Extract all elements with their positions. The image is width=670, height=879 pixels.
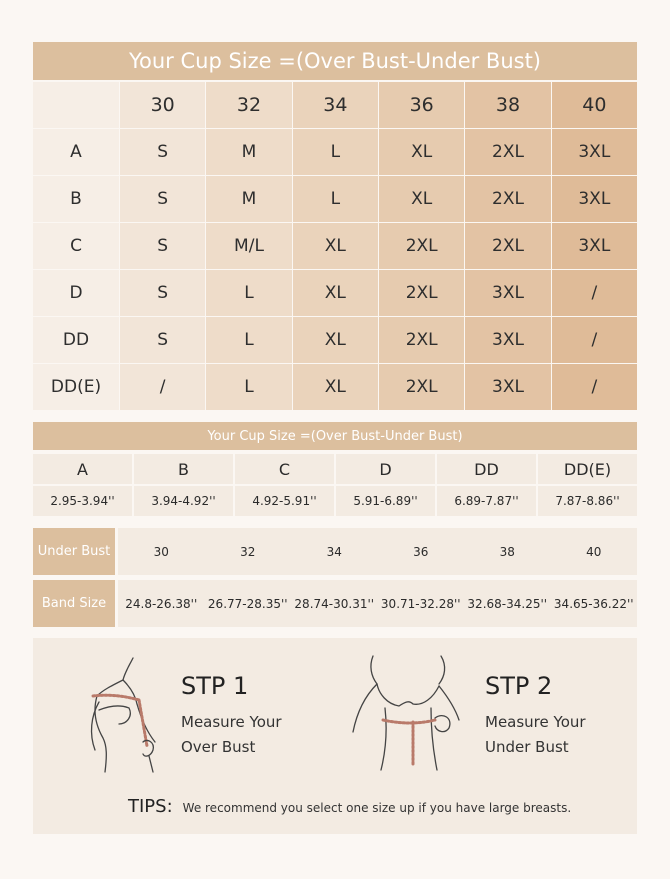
tips-label: TIPS: bbox=[128, 796, 173, 817]
cup-ranges-row bbox=[33, 486, 637, 516]
size-cell: XL bbox=[293, 223, 378, 269]
band-header-cell: 34 bbox=[293, 82, 378, 128]
size-cell: / bbox=[552, 364, 637, 410]
size-cell: L bbox=[206, 270, 291, 316]
cup-label-cell: DD bbox=[33, 317, 119, 363]
size-cell: XL bbox=[379, 129, 464, 175]
under-bust-label: Under Bust bbox=[33, 528, 115, 575]
size-chart-grid bbox=[33, 82, 637, 410]
cup-range: 2.95-3.94'' bbox=[33, 486, 132, 516]
band-size-value: 24.8-26.38'' bbox=[125, 596, 198, 611]
size-cell: L bbox=[206, 364, 291, 410]
size-cell: / bbox=[552, 317, 637, 363]
cup-label-cell: B bbox=[33, 176, 119, 222]
size-cell: S bbox=[120, 317, 205, 363]
band-header-cell: 36 bbox=[379, 82, 464, 128]
band-header-cell: 32 bbox=[206, 82, 291, 128]
size-cell: 2XL bbox=[379, 223, 464, 269]
cup-range: 5.91-6.89'' bbox=[336, 486, 435, 516]
band-header-cell: 38 bbox=[465, 82, 550, 128]
size-cell: M bbox=[206, 176, 291, 222]
cup-label-cell: A bbox=[33, 129, 119, 175]
band-size-value: 30.71-32.28'' bbox=[380, 596, 461, 611]
cup-letter: DD(E) bbox=[538, 454, 637, 484]
size-cell: L bbox=[206, 317, 291, 363]
size-cell: / bbox=[120, 364, 205, 410]
cup-letter: B bbox=[134, 454, 233, 484]
band-size-value: 28.74-30.31'' bbox=[294, 596, 375, 611]
band-size-values bbox=[118, 580, 637, 627]
step2-line1: Measure Your bbox=[485, 713, 586, 731]
size-cell: 3XL bbox=[465, 317, 550, 363]
size-cell: S bbox=[120, 270, 205, 316]
step1-description bbox=[181, 710, 311, 760]
band-header-cell: 40 bbox=[552, 82, 637, 128]
size-cell: XL bbox=[293, 270, 378, 316]
cup-label-cell: D bbox=[33, 270, 119, 316]
cup-letter: C bbox=[235, 454, 334, 484]
step2-title: STP 2 bbox=[485, 672, 553, 700]
size-cell: 3XL bbox=[552, 223, 637, 269]
under-bust-value: 30 bbox=[153, 544, 169, 559]
band-size-label: Band Size bbox=[33, 580, 115, 627]
size-cell: 2XL bbox=[465, 176, 550, 222]
size-cell: 2XL bbox=[379, 364, 464, 410]
size-cell: 3XL bbox=[552, 176, 637, 222]
size-cell: S bbox=[120, 176, 205, 222]
size-cell: 3XL bbox=[465, 270, 550, 316]
size-cell: 2XL bbox=[379, 317, 464, 363]
band-header-cell: 30 bbox=[120, 82, 205, 128]
tape-measure-over-bust-illustration-icon bbox=[63, 646, 183, 776]
tips bbox=[128, 796, 571, 817]
main-table-title: Your Cup Size =(Over Bust-Under Bust) bbox=[33, 42, 637, 80]
size-cell: 3XL bbox=[552, 129, 637, 175]
size-cell: M bbox=[206, 129, 291, 175]
under-bust-value: 36 bbox=[413, 544, 429, 559]
step2-line2: Under Bust bbox=[485, 738, 569, 756]
size-cell: L bbox=[293, 176, 378, 222]
tips-text: We recommend you select one size up if you have large breasts. bbox=[182, 801, 572, 815]
cup-letter: A bbox=[33, 454, 132, 484]
under-bust-values bbox=[118, 528, 637, 575]
band-size-value: 26.77-28.35'' bbox=[207, 596, 288, 611]
under-bust-row bbox=[33, 528, 637, 575]
under-bust-value: 32 bbox=[240, 544, 256, 559]
size-cell: 2XL bbox=[465, 223, 550, 269]
band-size-value: 34.65-36.22'' bbox=[553, 596, 634, 611]
size-cell: / bbox=[552, 270, 637, 316]
step1-line1: Measure Your bbox=[181, 713, 282, 731]
size-cell: 3XL bbox=[465, 364, 550, 410]
under-bust-value: 34 bbox=[326, 544, 342, 559]
size-cell: XL bbox=[379, 176, 464, 222]
measuring-instructions bbox=[33, 638, 637, 834]
step1-line2: Over Bust bbox=[181, 738, 256, 756]
cup-range: 3.94-4.92'' bbox=[134, 486, 233, 516]
size-cell: L bbox=[293, 129, 378, 175]
cup-range: 6.89-7.87'' bbox=[437, 486, 536, 516]
size-cell: 2XL bbox=[465, 129, 550, 175]
band-size-row bbox=[33, 580, 637, 627]
cup-letter: D bbox=[336, 454, 435, 484]
under-bust-value: 40 bbox=[586, 544, 602, 559]
cup-range: 7.87-8.86'' bbox=[538, 486, 637, 516]
cup-label-cell: DD(E) bbox=[33, 364, 119, 410]
cup-table-title: Your Cup Size =(Over Bust-Under Bust) bbox=[33, 422, 637, 450]
size-cell: XL bbox=[293, 364, 378, 410]
grid-corner-cell bbox=[33, 82, 119, 128]
cup-letter: DD bbox=[437, 454, 536, 484]
cup-label-cell: C bbox=[33, 223, 119, 269]
step1-title: STP 1 bbox=[181, 672, 249, 700]
band-size-value: 32.68-34.25'' bbox=[467, 596, 548, 611]
size-cell: S bbox=[120, 129, 205, 175]
cup-range: 4.92-5.91'' bbox=[235, 486, 334, 516]
size-cell: M/L bbox=[206, 223, 291, 269]
step2-description bbox=[485, 710, 615, 760]
size-cell: 2XL bbox=[379, 270, 464, 316]
size-cell: S bbox=[120, 223, 205, 269]
size-cell: XL bbox=[293, 317, 378, 363]
cup-letters-row bbox=[33, 454, 637, 484]
under-bust-value: 38 bbox=[499, 544, 515, 559]
tape-measure-under-bust-illustration-icon bbox=[343, 646, 473, 776]
